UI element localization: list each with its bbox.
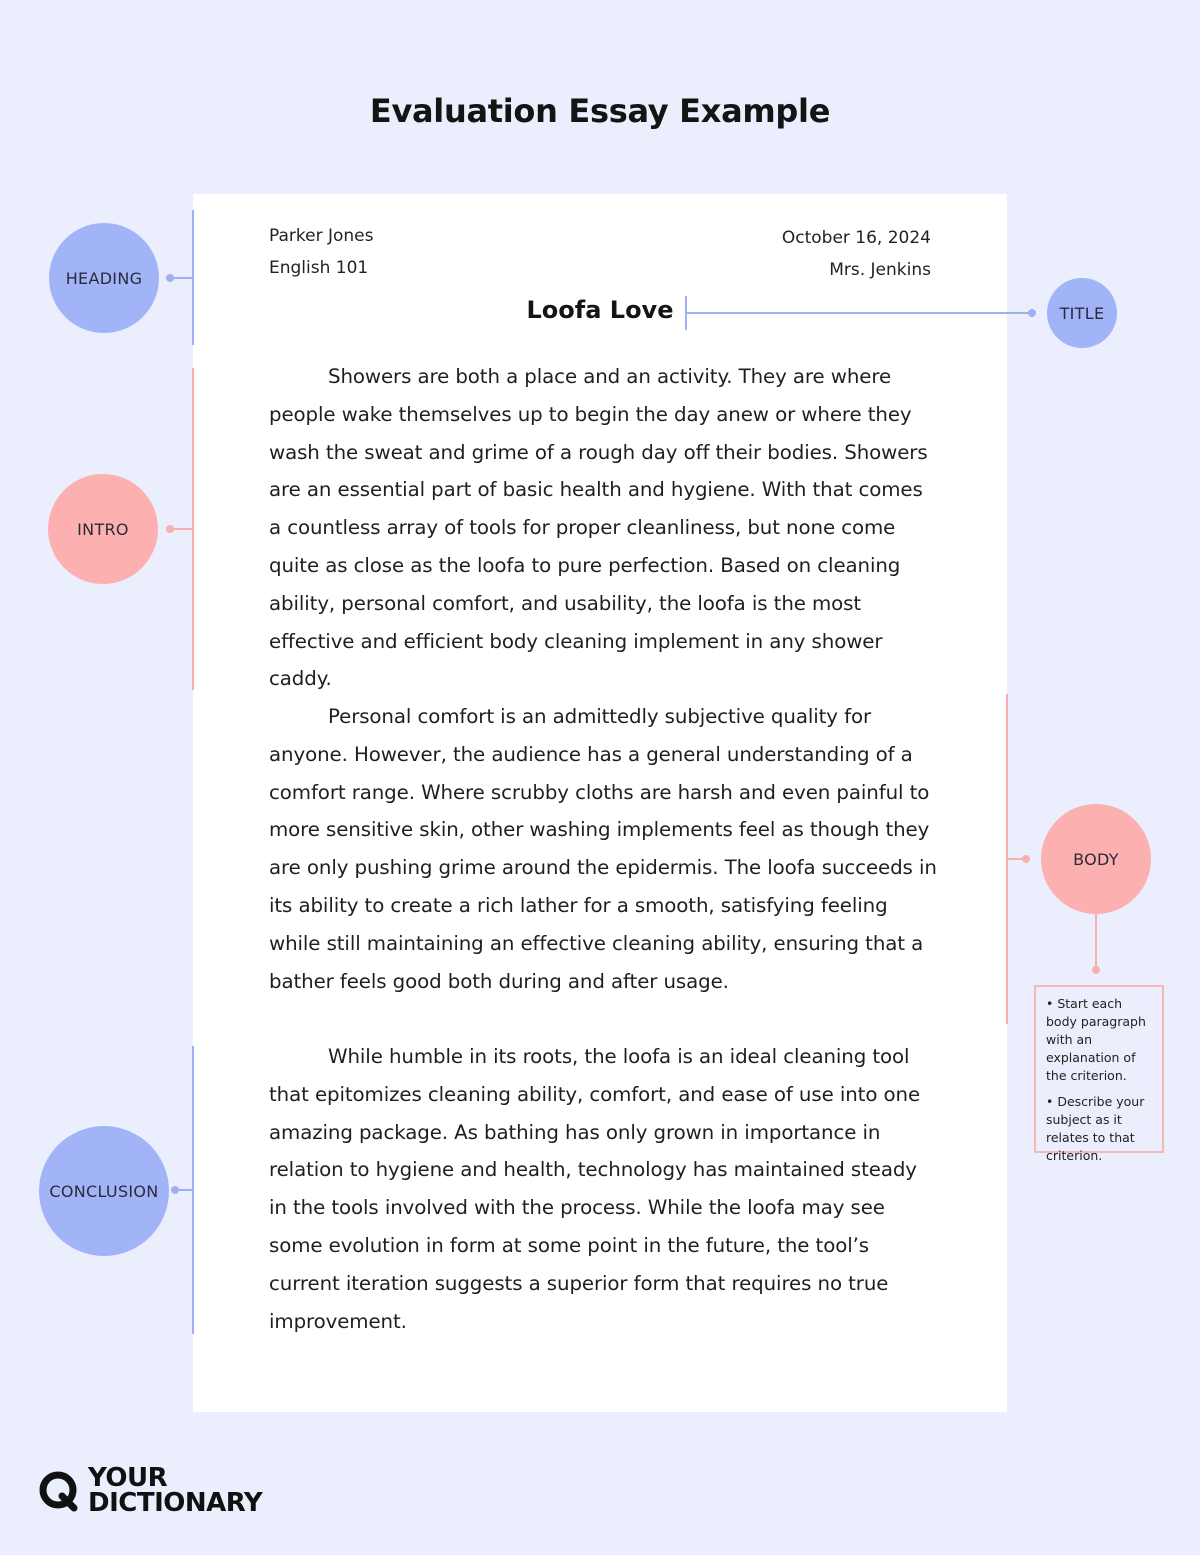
body-tip-connector-line — [1095, 914, 1097, 970]
body-tip-item: • Start each body paragraph with an explanation of the criterion. — [1046, 996, 1146, 1083]
essay-heading-left — [269, 220, 374, 284]
intro-label-circle: INTRO — [48, 474, 158, 584]
conclusion-label-circle: CONCLUSION — [39, 1126, 169, 1256]
body-paragraph: Personal comfort is an admittedly subjective quality for anyone. However, the audience has a general understanding of a comfort range. Where scrubby cloths are harsh and even painful to more sensitive skin, other washing implements feel as though they are only pushing grime around the epidermis. The loofa succeeds in its ability to create a rich lather for a smooth, satisfying feeling while still maintaining an effective cleaning ability, ensuring that a bather feels good both during and after usage. — [269, 705, 937, 993]
yourdictionary-logo — [38, 1463, 263, 1518]
title-connector-line — [687, 312, 1032, 314]
logo-q-icon — [38, 1470, 80, 1512]
body-connector-dot — [1022, 855, 1030, 863]
logo-wordmark — [88, 1463, 263, 1518]
title-connector-dot — [1028, 309, 1036, 317]
essay-date: October 16, 2024 — [781, 228, 931, 248]
conclusion-paragraph: While humble in its roots, the loofa is an ideal cleaning tool that epitomizes cleaning ability, comfort, and ease of use into one amazing package. As bathing has only grown in importance in relation to hygiene and health, technology has maintained steady in the tools involved with the process. While the loofa may see some evolution in form at some point in the future, the tool’s current iteration suggests a superior form that requires no true improvement. — [269, 1045, 921, 1333]
page-title: Evaluation Essay Example — [369, 92, 831, 130]
title-label-circle: TITLE — [1047, 278, 1117, 348]
intro-bracket-line — [192, 368, 194, 690]
body-label-circle: BODY — [1041, 804, 1151, 914]
logo-line2: DICTIONARY — [88, 1488, 263, 1518]
heading-bracket-line — [192, 210, 194, 345]
course-name: English 101 — [269, 258, 369, 278]
essay-title: Loofa Love — [526, 296, 674, 324]
logo-line1: YOUR — [88, 1463, 168, 1493]
essay-heading-right — [782, 222, 931, 286]
intro-paragraph: Showers are both a place and an activity. They are where people wake themselves up to begin the day anew or where they wash the sweat and grime of a rough day off their bodies. Showers are an essential part of basic health and hygiene. With that comes a countless array of tools for proper cleanliness, but none come quite as close as the loofa to pure perfection. Based on cleaning ability, personal comfort, and usability, the loofa is the most effective and efficient body cleaning implement in any shower caddy. — [269, 365, 928, 691]
body-tip-connector-dot — [1092, 966, 1100, 974]
heading-connector-dot — [166, 274, 174, 282]
body-tip-item: • Describe your subject as it relates to that criterion. — [1046, 1094, 1145, 1163]
teacher-name: Mrs. Jenkins — [829, 260, 931, 280]
intro-connector-dot — [166, 525, 174, 533]
conclusion-bracket-line — [192, 1046, 194, 1334]
essay-page — [193, 194, 1007, 1412]
student-name: Parker Jones — [269, 226, 374, 246]
heading-label-circle: HEADING — [49, 223, 159, 333]
conclusion-connector-dot — [171, 1186, 179, 1194]
body-tips-box — [1034, 985, 1164, 1163]
